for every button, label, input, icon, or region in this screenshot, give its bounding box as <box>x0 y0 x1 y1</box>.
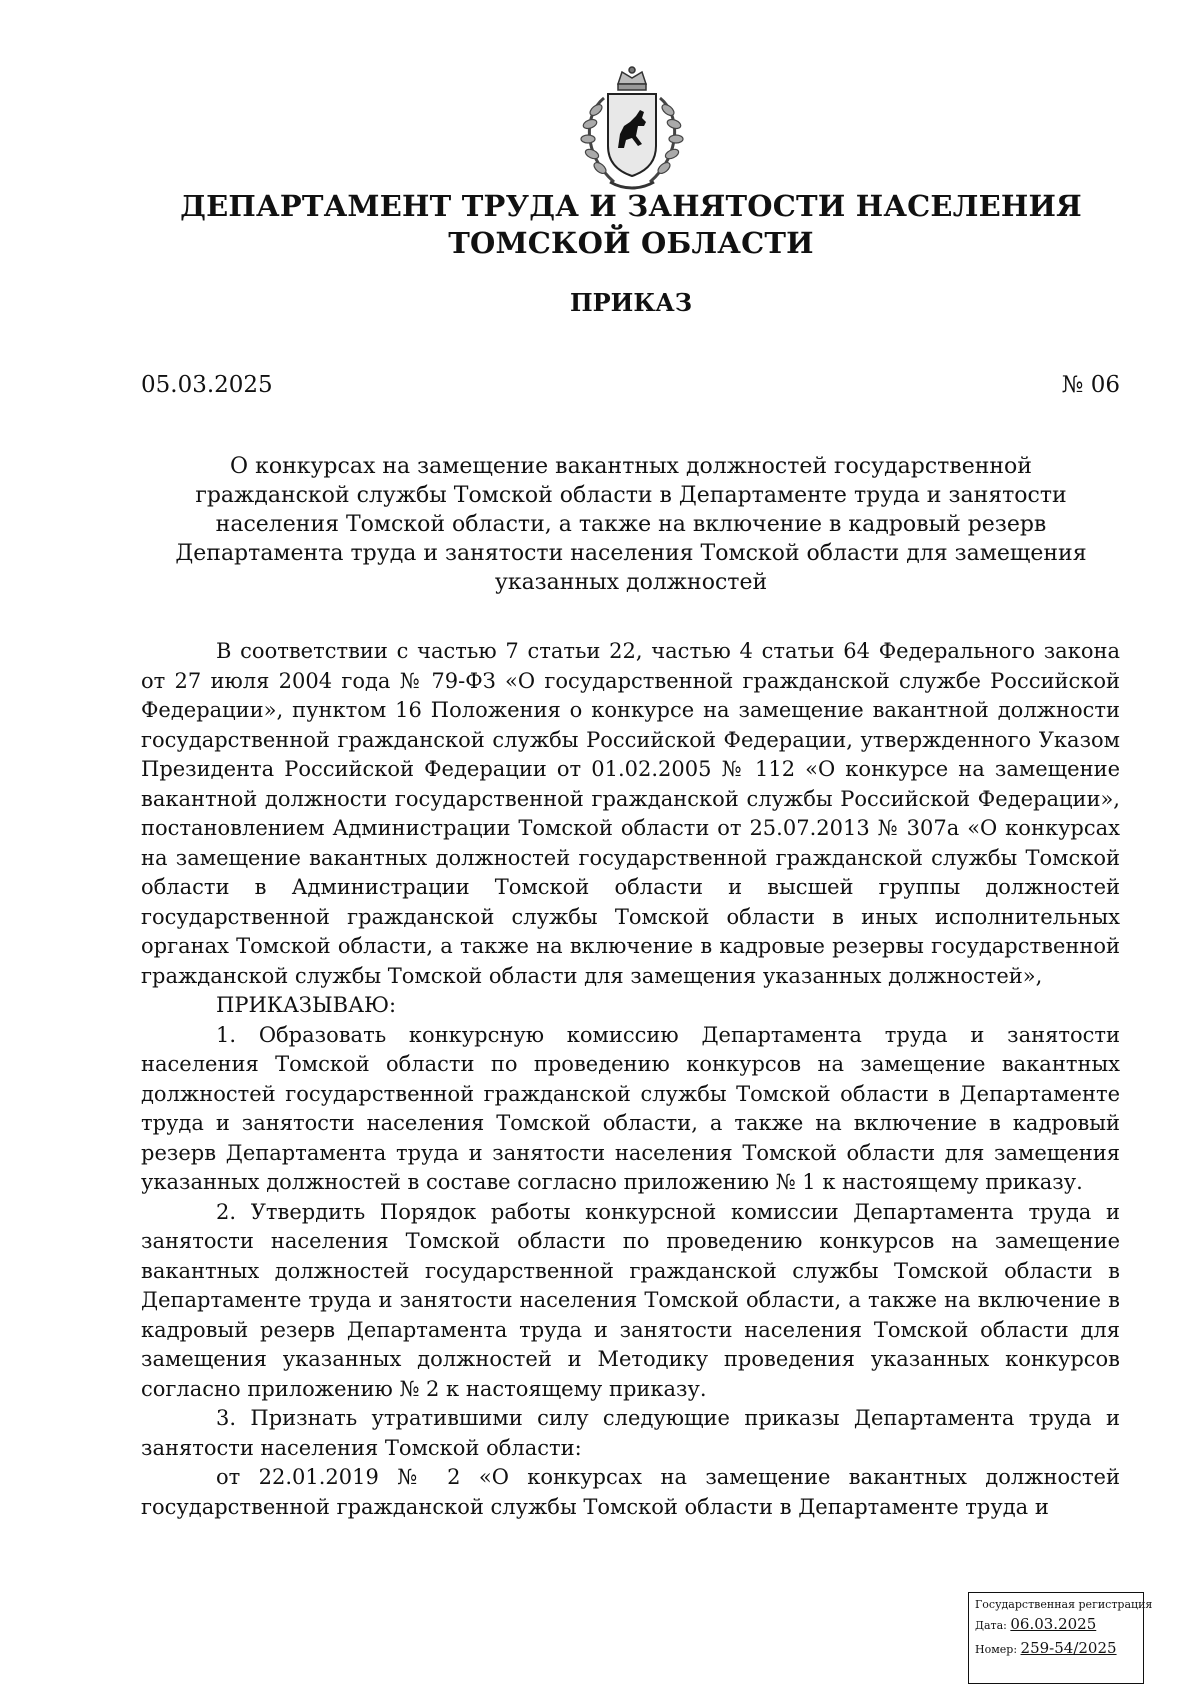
document-number: № 06 <box>1061 372 1120 398</box>
order-item-2: 2. Утвердить Порядок работы конкурсной комиссии Департамента труда и занятости населения Томской области по проведению конкурсов на замещение вакантных должностей государственной гражданской службы Томской области в Департаменте труда и занятости населения Томской области, а также на включение в кадровый резерв Департамента труда и занятости населения Томской области для замещения указанных должностей и Методику проведения указанных конкурсов согласно приложению № 2 к настоящему приказу. <box>141 1199 1120 1401</box>
registration-date-row <box>975 1613 1137 1637</box>
organization-title-line1: ДЕПАРТАМЕНТ ТРУДА И ЗАНЯТОСТИ НАСЕЛЕНИЯ <box>180 189 1082 223</box>
registration-stamp <box>968 1592 1153 1684</box>
organization-title-line2: ТОМСКОЙ ОБЛАСТИ <box>448 226 814 260</box>
registration-number-value: 259-54/2025 <box>1020 1639 1117 1657</box>
registration-date-label: Дата: <box>975 1619 1007 1632</box>
registration-number-label: Номер: <box>975 1643 1018 1656</box>
document-type: ПРИКАЗ <box>569 288 693 317</box>
order-item-1: 1. Образовать конкурсную комиссию Департамента труда и занятости населения Томской области по проведению конкурсов на замещение вакантных должностей государственной гражданской службы Томской области в Департаменте труда и занятости населения Томской области, а также на включение в кадровый резерв Департамента труда и занятости населения Томской области для замещения указанных должностей в составе согласно приложению № 1 к настоящему приказу. <box>141 1022 1120 1194</box>
preamble-paragraph: В соответствии с частью 7 статьи 22, частью 4 статьи 64 Федерального закона от 27 июля 2004 года № 79-ФЗ «О государственной гражданской службе Российской Федерации», пунктом 16 Положения о конкурсе на замещение вакантной должности государственной гражданской службы Российской Федерации, утвержденного Указом Президента Российской Федерации от 01.02.2005 № 112 «О конкурсе на замещение вакантной должности государственной гражданской службы Российской Федерации», постановлением Администрации Томской области от 25.07.2013 № 307а «О конкурсах на замещение вакантных должностей государственной гражданской службы Томской области в Администрации Томской области и высшей группы должностей государственной гражданской службы Томской области в иных исполнительных органах Томской области, а также на включение в кадровые резервы государственной гражданской службы Томской области для замещения указанных должностей», <box>141 639 1120 988</box>
registration-title: Государственная регистрация <box>975 1598 1153 1611</box>
document-body <box>141 637 1120 1522</box>
tomsk-coat-of-arms-icon <box>574 64 690 196</box>
document-date: 05.03.2025 <box>141 372 273 398</box>
order-word: ПРИКАЗЫВАЮ: <box>216 993 397 1017</box>
order-item-3-sub: от 22.01.2019 № 2 «О конкурсах на замещение вакантных должностей государственной гражданской службы Томской области в Департаменте труда и <box>141 1465 1120 1519</box>
order-item-3: 3. Признать утратившими силу следующие приказы Департамента труда и занятости населения Томской области: <box>141 1406 1120 1460</box>
organization-title <box>0 188 1200 262</box>
registration-number-row <box>975 1637 1137 1661</box>
registration-date-value: 06.03.2025 <box>1010 1615 1097 1633</box>
document-subject: О конкурсах на замещение вакантных должностей государственной гражданской службы Томской области в Департаменте труда и занятости населения Томской области, а также на включение в кадровый резерв Департамента труда и занятости населения Томской области для замещения указанных должностей <box>175 454 1087 595</box>
